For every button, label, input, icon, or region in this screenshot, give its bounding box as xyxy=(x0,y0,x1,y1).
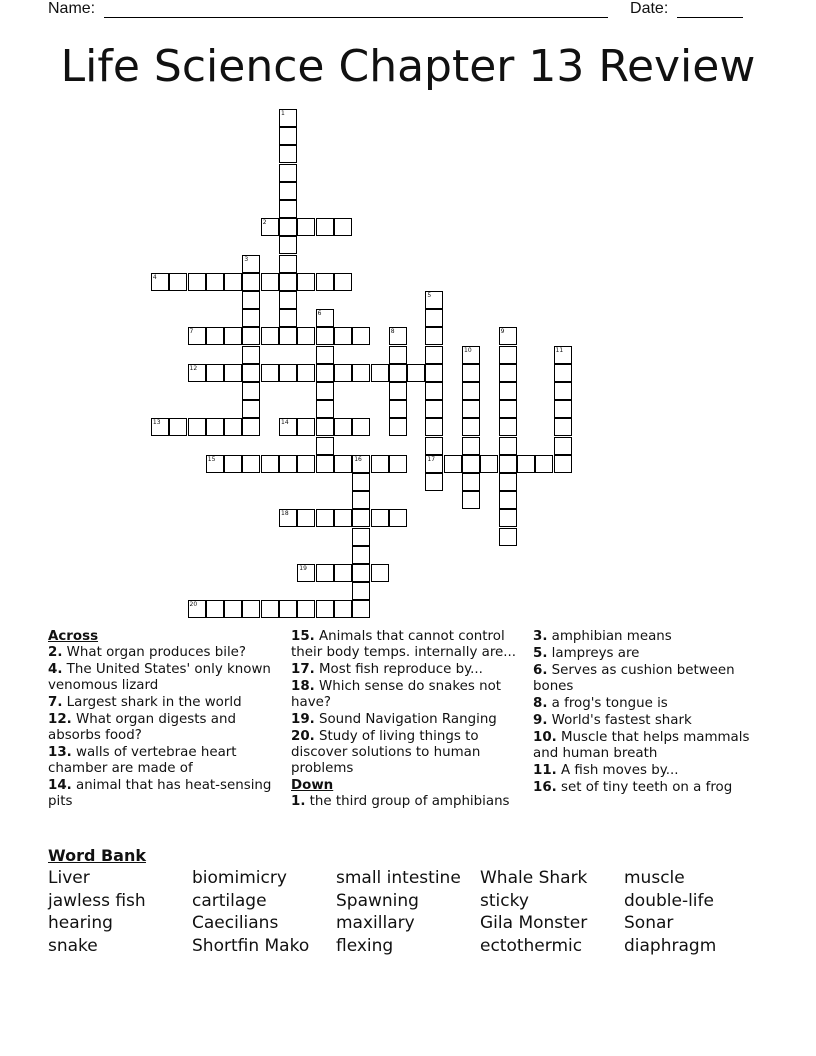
crossword-cell[interactable] xyxy=(499,491,517,509)
clue-number: 10. xyxy=(533,730,557,745)
crossword-cell[interactable] xyxy=(499,364,517,382)
crossword-cell[interactable] xyxy=(279,218,297,236)
crossword-cell[interactable] xyxy=(169,273,187,291)
crossword-cell[interactable] xyxy=(462,455,480,473)
clue-number: 16. xyxy=(533,780,557,795)
down-clue xyxy=(533,780,763,796)
crossword-cell[interactable] xyxy=(224,418,242,436)
crossword-cell[interactable] xyxy=(242,291,260,309)
down-clue xyxy=(533,629,763,645)
crossword-cell[interactable] xyxy=(279,200,297,218)
crossword-cell[interactable] xyxy=(242,418,260,436)
clue-number: 20. xyxy=(291,729,315,744)
crossword-cell[interactable] xyxy=(352,528,370,546)
crossword-cell[interactable] xyxy=(279,509,297,527)
clue-number: 5 xyxy=(427,292,432,299)
clue-number: 2. xyxy=(48,645,63,660)
crossword-cell[interactable] xyxy=(371,509,389,527)
crossword-cell[interactable] xyxy=(352,509,370,527)
crossword-cell[interactable] xyxy=(334,327,352,345)
name-label: Name: xyxy=(48,0,96,17)
crossword-cell[interactable] xyxy=(224,273,242,291)
clue-number: 3. xyxy=(533,629,548,644)
crossword-cell[interactable] xyxy=(389,346,407,364)
crossword-cell[interactable] xyxy=(206,327,224,345)
crossword-cell[interactable] xyxy=(499,400,517,418)
crossword-cell[interactable] xyxy=(316,273,334,291)
down-clue xyxy=(291,794,527,810)
clue-number: 6. xyxy=(533,663,548,678)
clue-text: animal that has heat-sensing pits xyxy=(48,778,272,809)
crossword-cell[interactable] xyxy=(425,346,443,364)
across-clue xyxy=(291,629,527,661)
clue-number: 17. xyxy=(291,662,315,677)
crossword-cell[interactable] xyxy=(389,364,407,382)
crossword-cell[interactable] xyxy=(188,600,206,618)
crossword-cell[interactable] xyxy=(316,400,334,418)
clue-text: lampreys are xyxy=(547,646,640,661)
crossword-cell[interactable] xyxy=(261,218,279,236)
clue-number: 2 xyxy=(262,219,267,227)
crossword-cell[interactable] xyxy=(334,509,352,527)
clue-number: 18 xyxy=(281,510,289,518)
crossword-cell[interactable] xyxy=(242,364,260,382)
crossword-cell[interactable] xyxy=(389,327,407,345)
clue-number: 15. xyxy=(291,629,315,644)
crossword-cell[interactable] xyxy=(261,455,279,473)
clue-number: 14. xyxy=(48,778,72,793)
word-bank-item: Whale Shark xyxy=(480,868,588,888)
crossword-cell[interactable] xyxy=(425,455,443,473)
crossword-cell[interactable] xyxy=(206,364,224,382)
crossword-cell[interactable] xyxy=(499,346,517,364)
crossword-cell[interactable] xyxy=(535,455,553,473)
crossword-cell[interactable] xyxy=(297,218,315,236)
crossword-cell[interactable] xyxy=(242,455,260,473)
clue-number: 20 xyxy=(189,601,198,609)
crossword-cell[interactable] xyxy=(206,418,224,436)
clue-text: Most fish reproduce by... xyxy=(314,662,483,677)
crossword-cell[interactable] xyxy=(206,273,224,291)
crossword-cell[interactable] xyxy=(242,273,260,291)
clue-number: 11 xyxy=(555,346,564,354)
crossword-cell[interactable] xyxy=(242,600,260,618)
clues-column-2 xyxy=(291,629,527,811)
crossword-cell[interactable] xyxy=(554,346,572,364)
clue-text: Largest shark in the world xyxy=(62,695,242,710)
date-label: Date: xyxy=(630,0,669,17)
crossword-cell[interactable] xyxy=(279,236,297,254)
word-bank-item: double-life xyxy=(624,890,714,911)
word-bank-item: muscle xyxy=(624,868,685,888)
word-bank-item: maxillary xyxy=(336,913,415,934)
crossword-cell[interactable] xyxy=(371,564,389,582)
clue-number: 12. xyxy=(48,712,72,727)
crossword-cell[interactable] xyxy=(499,327,517,345)
clue-text: What organ digests and absorbs food? xyxy=(48,712,236,743)
crossword-cell[interactable] xyxy=(279,291,297,309)
across-heading: Across xyxy=(48,629,99,644)
crossword-cell[interactable] xyxy=(316,218,334,236)
crossword-cell[interactable] xyxy=(389,509,407,527)
across-clue xyxy=(291,662,527,678)
crossword-cell[interactable] xyxy=(261,364,279,382)
down-clue xyxy=(533,663,763,695)
crossword-cell[interactable] xyxy=(499,418,517,436)
crossword-cell[interactable] xyxy=(224,455,242,473)
crossword-cell[interactable] xyxy=(151,273,169,291)
crossword-cell[interactable] xyxy=(389,382,407,400)
crossword-cell[interactable] xyxy=(334,455,352,473)
crossword-cell[interactable] xyxy=(462,382,480,400)
crossword-cell[interactable] xyxy=(352,491,370,509)
crossword-cell[interactable] xyxy=(151,418,169,436)
clue-number: 3 xyxy=(244,255,249,263)
crossword-cell[interactable] xyxy=(462,364,480,382)
word-bank-item: Caecilians xyxy=(192,913,279,934)
crossword-cell[interactable] xyxy=(462,400,480,418)
clue-number: 13. xyxy=(48,745,72,760)
crossword-cell[interactable] xyxy=(407,364,425,382)
clue-number: 13 xyxy=(152,419,161,427)
crossword-cell[interactable] xyxy=(425,382,443,400)
clue-number: 19. xyxy=(291,712,315,727)
crossword-cell[interactable] xyxy=(480,455,498,473)
word-bank-item: hearing xyxy=(48,913,113,934)
crossword-cell[interactable] xyxy=(334,418,352,436)
crossword-cell[interactable] xyxy=(499,455,517,473)
crossword-cell[interactable] xyxy=(352,364,370,382)
clue-number: 4. xyxy=(48,662,63,677)
clue-number: 16 xyxy=(354,455,362,463)
word-bank-item: small intestine xyxy=(336,868,461,888)
crossword-cell[interactable] xyxy=(297,455,315,473)
crossword-cell[interactable] xyxy=(316,437,334,455)
crossword-cell[interactable] xyxy=(554,418,572,436)
crossword-cell[interactable] xyxy=(316,600,334,618)
word-bank-item: sticky xyxy=(480,890,529,911)
crossword-cell[interactable] xyxy=(242,382,260,400)
clue-number: 1. xyxy=(291,794,306,809)
crossword-cell[interactable] xyxy=(279,455,297,473)
crossword-cell[interactable] xyxy=(316,455,334,473)
crossword-cell[interactable] xyxy=(206,600,224,618)
crossword-cell[interactable] xyxy=(316,364,334,382)
clue-text: a frog's tongue is xyxy=(547,696,668,711)
down-clue xyxy=(533,646,763,662)
crossword-cell[interactable] xyxy=(425,291,443,309)
clue-number: 11. xyxy=(533,763,557,778)
crossword-cell[interactable] xyxy=(444,455,462,473)
crossword-cell[interactable] xyxy=(334,600,352,618)
clue-text: walls of vertebrae heart chamber are made of xyxy=(48,745,237,776)
word-bank-item: diaphragm xyxy=(624,935,717,956)
crossword-cell[interactable] xyxy=(554,382,572,400)
crossword-cell[interactable] xyxy=(188,418,206,436)
word-bank-item: Sonar xyxy=(624,913,674,934)
crossword-cell[interactable] xyxy=(425,437,443,455)
crossword-cell[interactable] xyxy=(352,418,370,436)
word-bank-item: ectothermic xyxy=(480,935,583,956)
crossword-cell[interactable] xyxy=(499,509,517,527)
across-clue xyxy=(291,729,527,777)
across-clue xyxy=(48,712,276,744)
crossword-cell[interactable] xyxy=(279,418,297,436)
down-clue xyxy=(533,713,763,729)
crossword-cell[interactable] xyxy=(242,400,260,418)
word-bank-heading: Word Bank xyxy=(48,846,147,865)
crossword-cell[interactable] xyxy=(425,418,443,436)
clue-number: 8. xyxy=(533,696,548,711)
crossword-cell[interactable] xyxy=(554,455,572,473)
clue-number: 7. xyxy=(48,695,63,710)
down-heading: Down xyxy=(291,778,334,793)
crossword-cell[interactable] xyxy=(279,364,297,382)
crossword-cell[interactable] xyxy=(352,546,370,564)
clue-number: 9 xyxy=(500,328,505,336)
crossword-cell[interactable] xyxy=(242,309,260,327)
crossword-cell[interactable] xyxy=(224,327,242,345)
crossword-cell[interactable] xyxy=(261,327,279,345)
across-clue xyxy=(48,778,276,810)
crossword-cell[interactable] xyxy=(297,418,315,436)
clue-text: the third group of amphibians xyxy=(305,794,510,809)
clue-number: 15 xyxy=(207,455,216,463)
crossword-cell[interactable] xyxy=(206,455,224,473)
crossword-cell[interactable] xyxy=(279,182,297,200)
clue-text: Which sense do snakes not have? xyxy=(291,679,502,710)
crossword-cell[interactable] xyxy=(188,273,206,291)
across-clue xyxy=(48,645,276,661)
across-clue xyxy=(48,745,276,777)
crossword-cell[interactable] xyxy=(279,273,297,291)
crossword-cell[interactable] xyxy=(188,327,206,345)
crossword-cell[interactable] xyxy=(499,473,517,491)
crossword-cell[interactable] xyxy=(352,582,370,600)
down-clue xyxy=(533,730,763,762)
crossword-cell[interactable] xyxy=(224,364,242,382)
clue-text: amphibian means xyxy=(547,629,672,644)
word-bank-item: Liver xyxy=(48,868,90,888)
word-bank-item: biomimicry xyxy=(192,868,287,888)
clue-text: The United States' only known venomous lizard xyxy=(48,662,271,693)
clue-number: 9. xyxy=(533,713,548,728)
clue-text: set of tiny teeth on a frog xyxy=(556,780,733,795)
clue-number: 12 xyxy=(189,364,198,372)
crossword-cell[interactable] xyxy=(297,564,315,582)
crossword-cell[interactable] xyxy=(352,327,370,345)
crossword-cell[interactable] xyxy=(279,255,297,273)
clue-text: Study of living things to discover solutions to human problems xyxy=(291,729,481,776)
crossword-cell[interactable] xyxy=(279,327,297,345)
crossword-cell[interactable] xyxy=(462,418,480,436)
crossword-cell[interactable] xyxy=(352,473,370,491)
crossword-cell[interactable] xyxy=(554,437,572,455)
crossword-cell[interactable] xyxy=(316,327,334,345)
crossword-cell[interactable] xyxy=(279,164,297,182)
clue-number: 14 xyxy=(281,419,289,427)
clue-text: World's fastest shark xyxy=(547,713,692,728)
clue-number: 17 xyxy=(427,455,436,463)
clue-text: Sound Navigation Ranging xyxy=(314,712,497,727)
crossword-cell[interactable] xyxy=(334,364,352,382)
crossword-cell[interactable] xyxy=(499,382,517,400)
crossword-cell[interactable] xyxy=(297,600,315,618)
crossword-cell[interactable] xyxy=(352,600,370,618)
crossword-cell[interactable] xyxy=(316,309,334,327)
crossword-cell[interactable] xyxy=(224,600,242,618)
clue-text: Animals that cannot control their body temps. internally are... xyxy=(291,629,517,660)
crossword-cell[interactable] xyxy=(352,564,370,582)
clue-number: 8 xyxy=(390,328,395,336)
crossword-cell[interactable] xyxy=(334,218,352,236)
across-clue xyxy=(291,712,527,728)
crossword-cell[interactable] xyxy=(554,364,572,382)
crossword-cell[interactable] xyxy=(261,273,279,291)
crossword-cell[interactable] xyxy=(554,400,572,418)
crossword-cell[interactable] xyxy=(517,455,535,473)
clue-number: 4 xyxy=(152,273,157,281)
crossword-cell[interactable] xyxy=(462,346,480,364)
crossword-cell[interactable] xyxy=(279,127,297,145)
crossword-cell[interactable] xyxy=(334,273,352,291)
down-clue xyxy=(533,763,763,779)
crossword-cell[interactable] xyxy=(389,418,407,436)
crossword-cell[interactable] xyxy=(188,364,206,382)
clue-text: A fish moves by... xyxy=(556,763,679,778)
clue-number: 7 xyxy=(189,328,194,336)
clue-number: 19 xyxy=(299,565,307,572)
crossword-cell[interactable] xyxy=(279,600,297,618)
crossword-cell[interactable] xyxy=(371,455,389,473)
crossword-cell[interactable] xyxy=(297,364,315,382)
word-bank-item: jawless fish xyxy=(48,890,146,911)
crossword-cell[interactable] xyxy=(316,564,334,582)
clue-number: 1 xyxy=(281,110,285,117)
crossword-cell[interactable] xyxy=(334,564,352,582)
crossword-cell[interactable] xyxy=(261,600,279,618)
down-clues-column-3 xyxy=(533,629,763,797)
across-clue xyxy=(291,679,527,711)
crossword-cell[interactable] xyxy=(389,400,407,418)
crossword-cell[interactable] xyxy=(425,309,443,327)
word-bank-item: Shortfin Mako xyxy=(192,935,310,956)
crossword-cell[interactable] xyxy=(499,528,517,546)
word-bank-item: flexing xyxy=(336,935,394,956)
crossword-cell[interactable] xyxy=(316,418,334,436)
crossword-cell[interactable] xyxy=(462,491,480,509)
crossword-cell[interactable] xyxy=(425,364,443,382)
clue-text: What organ produces bile? xyxy=(62,645,247,660)
crossword-cell[interactable] xyxy=(425,473,443,491)
page-title: Life Science Chapter 13 Review xyxy=(60,41,756,92)
crossword-cell[interactable] xyxy=(425,327,443,345)
crossword-cell[interactable] xyxy=(316,509,334,527)
across-clue xyxy=(48,662,276,694)
crossword-cell[interactable] xyxy=(499,437,517,455)
clue-text: Serves as cushion between bones xyxy=(533,663,735,694)
clue-text: Muscle that helps mammals and human breath xyxy=(533,730,750,761)
across-clue xyxy=(48,695,276,711)
crossword-cell[interactable] xyxy=(242,346,260,364)
crossword-cell[interactable] xyxy=(297,327,315,345)
clue-number: 5. xyxy=(533,646,548,661)
crossword-cell[interactable] xyxy=(352,455,370,473)
crossword-cell[interactable] xyxy=(279,109,297,127)
crossword-cell[interactable] xyxy=(169,418,187,436)
across-clues-column-1 xyxy=(48,629,276,811)
word-bank-item: cartilage xyxy=(192,890,267,911)
crossword-cell[interactable] xyxy=(316,382,334,400)
crossword-cell[interactable] xyxy=(316,346,334,364)
crossword-cell[interactable] xyxy=(242,327,260,345)
crossword-cell[interactable] xyxy=(389,455,407,473)
down-clue xyxy=(533,696,763,712)
word-bank-item: Spawning xyxy=(336,890,419,911)
crossword-cell[interactable] xyxy=(425,400,443,418)
clue-number: 18. xyxy=(291,679,315,694)
crossword-cell[interactable] xyxy=(462,437,480,455)
crossword-cell[interactable] xyxy=(462,473,480,491)
word-bank-item: snake xyxy=(48,935,98,956)
crossword-cell[interactable] xyxy=(279,309,297,327)
clue-number: 10 xyxy=(464,346,472,354)
crossword-cell[interactable] xyxy=(297,509,315,527)
crossword-cell[interactable] xyxy=(297,273,315,291)
word-bank-item: Gila Monster xyxy=(480,913,588,934)
clue-number: 6 xyxy=(317,310,322,318)
crossword-cell[interactable] xyxy=(279,145,297,163)
crossword-cell[interactable] xyxy=(242,255,260,273)
crossword-cell[interactable] xyxy=(371,364,389,382)
